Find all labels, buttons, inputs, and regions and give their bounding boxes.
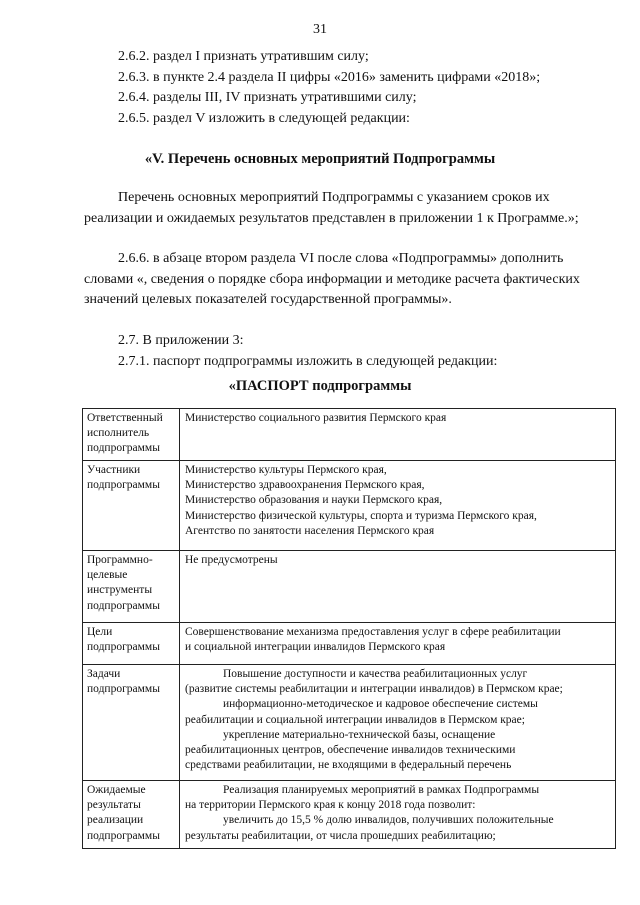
table-row: [83, 623, 616, 665]
amendment-items-top: [84, 47, 597, 129]
table-row: [83, 665, 616, 781]
item-2-6-4: 2.6.4. разделы III, IV признать утратившими силу;: [118, 90, 417, 105]
row-content-line: Повышение доступности и качества реабилитационных услуг: [223, 668, 528, 680]
row-label-line: Ответственный: [87, 412, 163, 424]
row-content-line: информационно-методическое и кадровое обеспечение системы: [223, 698, 538, 711]
row-label: [83, 781, 180, 849]
row-content: [180, 623, 616, 665]
row-content-line: результаты реабилитации, от числа прошедших реабилитацию;: [185, 829, 496, 842]
paragraph-list-text: Перечень основных мероприятий Подпрограммы с указанием сроков их реализации и ожидаемых результатов представлен в приложении 1 к Программе.»;: [84, 190, 579, 226]
row-content-line: (развитие системы реабилитации и интеграции инвалидов) в Пермском крае;: [185, 683, 563, 696]
table-row: [83, 551, 616, 623]
row-content: [180, 551, 616, 623]
item-2-7: 2.7. В приложении 3:: [118, 333, 244, 348]
row-content-line: Совершенствование механизма предоставления услуг в сфере реабилитации: [185, 626, 561, 638]
table-row: [83, 409, 616, 461]
row-content-line: Министерство образования и науки Пермского края,: [185, 494, 443, 507]
item-2-6-2: 2.6.2. раздел I признать утратившим силу;: [118, 49, 369, 64]
row-label-line: Цели: [87, 626, 113, 638]
row-label-line: Участники: [87, 464, 141, 476]
amendment-items-27: [84, 331, 597, 372]
row-content: [180, 461, 616, 551]
row-content-line: Реализация планируемых мероприятий в рамках Подпрограммы: [223, 784, 540, 796]
row-label-line: подпрограммы: [87, 442, 160, 455]
row-label: [83, 551, 180, 623]
row-content: [180, 665, 616, 781]
row-content: [180, 409, 616, 461]
row-content-line: увеличить до 15,5 % долю инвалидов, получивших положительные: [223, 814, 554, 827]
row-content-line: и социальной интеграции инвалидов Пермского края: [185, 641, 446, 654]
row-label-line: Задачи: [87, 668, 121, 680]
row-label-line: инструменты: [87, 584, 153, 597]
row-label-line: целевые: [87, 569, 128, 582]
row-label-line: Ожидаемые: [87, 784, 146, 796]
item-2-6-3: 2.6.3. в пункте 2.4 раздела II цифры «2016» заменить цифрами «2018»;: [118, 69, 541, 85]
row-label-line: подпрограммы: [87, 641, 160, 654]
row-label-line: реализации: [87, 814, 144, 827]
row-content-line: реабилитации и социальной интеграции инвалидов в Пермском крае;: [185, 713, 525, 726]
row-label: [83, 461, 180, 551]
item-2-6-5: 2.6.5. раздел V изложить в следующей редакции:: [118, 110, 410, 126]
item-2-7-1: 2.7.1. паспорт подпрограммы изложить в следующей редакции:: [118, 353, 498, 369]
row-content-line: Министерство физической культуры, спорта и туризма Пермского края,: [185, 509, 537, 522]
row-label-line: подпрограммы: [87, 599, 160, 612]
row-content-line: Министерство здравоохранения Пермского края,: [185, 479, 425, 492]
row-label-line: подпрограммы: [87, 829, 160, 842]
row-label-line: Программно-: [87, 554, 153, 566]
paragraph-2-6-6: [84, 249, 597, 311]
row-content: [180, 781, 616, 849]
row-label: [83, 409, 180, 461]
row-label: [83, 623, 180, 665]
row-label-line: исполнитель: [87, 427, 150, 440]
row-content-line: средствами реабилитации, не входящими в федеральный перечень: [185, 759, 512, 772]
passport-table: [82, 408, 616, 849]
row-label-line: результаты: [87, 799, 141, 812]
row-content-line: Агентство по занятости населения Пермского края: [185, 524, 435, 537]
table-row: [83, 461, 616, 551]
paragraph-list: [84, 188, 597, 229]
row-content-line: Не предусмотрены: [185, 554, 278, 566]
row-content-line: на территории Пермского края к концу 2018 года позволит:: [185, 799, 476, 812]
row-content-line: реабилитационных центров, обеспечение инвалидов техническими: [185, 744, 516, 757]
row-content-line: Министерство социального развития Пермского края: [185, 412, 447, 424]
table-row: [83, 781, 616, 849]
row-label: [83, 665, 180, 781]
passport-heading: «ПАСПОРТ подпрограммы: [228, 378, 412, 394]
row-content-line: укрепление материально-технической базы, оснащение: [223, 728, 496, 741]
row-label-line: подпрограммы: [87, 683, 160, 696]
paragraph-2-6-6-text: 2.6.6. в абзаце втором раздела VI после слова «Подпрограммы» дополнить словами «, сведения о порядке сбора информации и методике расчета фактических значений целевых показателей государственной программы».: [84, 251, 580, 307]
page-number: 31: [313, 22, 327, 37]
section-heading: «V. Перечень основных мероприятий Подпрограммы: [144, 151, 496, 167]
row-label-line: подпрограммы: [87, 479, 160, 492]
row-content-line: Министерство культуры Пермского края,: [185, 464, 387, 476]
